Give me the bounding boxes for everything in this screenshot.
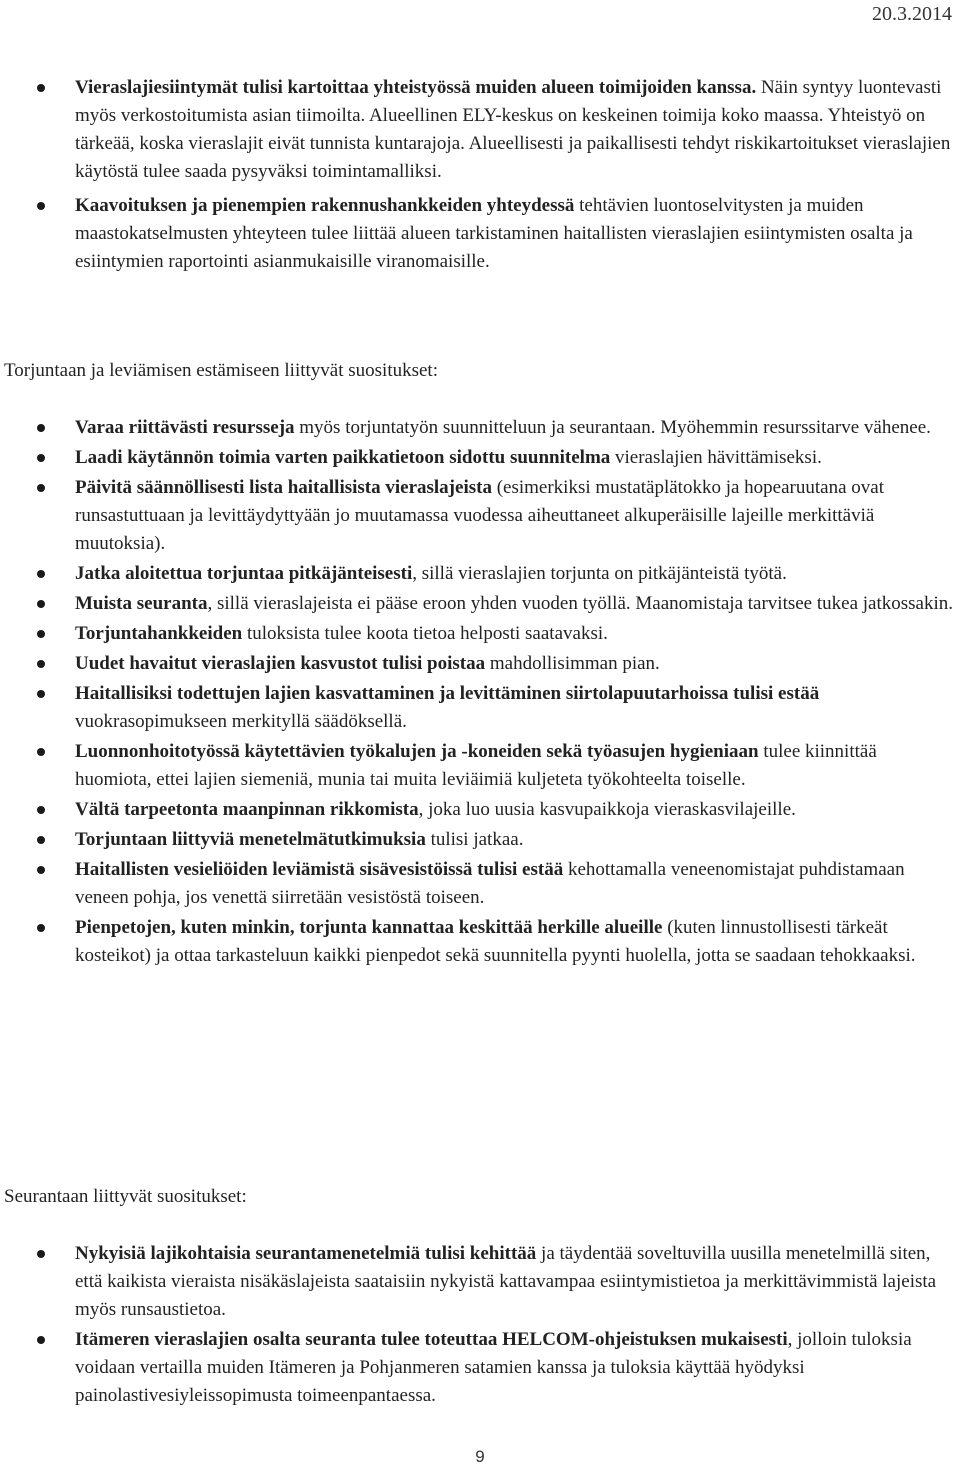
item-text: vuokrasopimukseen merkityllä säädöksellä. (75, 711, 407, 732)
recommendation-list-monitoring (0, 1240, 960, 1410)
list-item (0, 74, 960, 186)
list-item (0, 826, 960, 854)
bullet-icon (37, 660, 45, 668)
bullet-icon (37, 570, 45, 578)
bullet-icon (37, 1336, 45, 1344)
item-emphasis: Muista seuranta (75, 593, 208, 614)
section-heading-control: Torjuntaan ja leviämisen estämiseen liittyvät suositukset: (4, 360, 438, 381)
list-item (0, 650, 960, 678)
item-text: kehottamalla veneenomistajat puhdistamaan veneen pohja, jos venettä siirretään vesistöstä toiseen. (75, 859, 905, 908)
section-heading-monitoring: Seurantaan liittyvät suositukset: (4, 1186, 247, 1207)
item-text: , sillä vieraslajien torjunta on pitkäjänteistä työtä. (412, 563, 787, 584)
bullet-icon (37, 630, 45, 638)
bullet-icon (37, 484, 45, 492)
bullet-icon (37, 84, 45, 92)
item-emphasis: Vältä tarpeetonta maanpinnan rikkomista (75, 799, 419, 820)
item-text: , joka luo uusia kasvupaikkoja vieraskasvilajeille. (418, 799, 796, 820)
list-item (0, 1326, 960, 1410)
list-item (0, 474, 960, 558)
item-text: ja täydentää soveltuvilla uusilla menetelmillä siten, että kaikista vieraista nisäkäslajeista saataisiin nykyistä kattavampaa esiintymistietoa ja merkittävimmistä lajeista myös runsaustietoa. (75, 1243, 937, 1320)
item-emphasis: Jatka aloitettua torjuntaa pitkäjänteisesti (75, 563, 413, 584)
bullet-icon (37, 866, 45, 874)
item-text: vieraslajien hävittämiseksi. (610, 447, 822, 468)
item-emphasis: Haitallisten vesieliöiden leviämistä sisävesistöissä tulisi estää (75, 859, 564, 880)
list-item (0, 796, 960, 824)
recommendation-list-control (0, 414, 960, 970)
item-emphasis: Vieraslajiesiintymät tulisi kartoittaa yhteistyössä muiden alueen toimijoiden kanssa. (75, 77, 757, 98)
item-text: tulisi jatkaa. (425, 829, 524, 850)
item-text: tuloksista tulee koota tietoa helposti saatavaksi. (242, 623, 608, 644)
item-text: myös torjuntatyön suunnitteluun ja seurantaan. Myöhemmin resurssitarve vähenee. (294, 417, 931, 438)
item-emphasis: Haitallisiksi todettujen lajien kasvattaminen ja levittäminen siirtolapuutarhoissa tulisi estää (75, 683, 820, 704)
list-item (0, 680, 960, 736)
item-emphasis: Itämeren vieraslajien osalta seuranta tulee toteuttaa HELCOM-ohjeistuksen mukaisesti (75, 1329, 788, 1350)
item-text: mahdollisimman pian. (485, 653, 660, 674)
item-emphasis: Pienpetojen, kuten minkin, torjunta kannattaa keskittää herkille alueille (75, 917, 663, 938)
list-item (0, 590, 960, 618)
item-emphasis: Päivitä säännöllisesti lista haitallisista vieraslajeista (75, 477, 492, 498)
bullet-icon (37, 202, 45, 210)
item-text: , jolloin tuloksia voidaan vertailla muiden Itämeren ja Pohjanmeren satamien kanssa ja tuloksia käyttää hyödyksi painolastivesiyleissopimusta toimeenpantaessa. (75, 1329, 912, 1406)
list-item (0, 914, 960, 970)
bullet-icon (37, 836, 45, 844)
item-emphasis: Kaavoituksen ja pienempien rakennushankkeiden yhteydessä (75, 195, 575, 216)
list-item (0, 856, 960, 912)
item-emphasis: Torjuntaan liittyviä menetelmätutkimuksia (75, 829, 426, 850)
bullet-icon (37, 1250, 45, 1258)
item-text: (esimerkiksi mustatäplätokko ja hopearuutana ovat runsastuttuaan ja levittäydyttyään jo muutamassa vuodessa aiheuttaneet alkuperäisille lajeille merkittäviä muutoksia). (75, 477, 884, 554)
list-item (0, 738, 960, 794)
item-emphasis: Luonnonhoitotyössä käytettävien työkalujen ja -koneiden sekä työasujen hygieniaan (75, 741, 759, 762)
item-emphasis: Laadi käytännön toimia varten paikkatietoon sidottu suunnitelma (75, 447, 611, 468)
list-item (0, 192, 960, 276)
item-text: Näin syntyy luontevasti myös verkostoitumista asian tiimoilta. Alueellinen ELY-keskus on keskeinen toimija koko maassa. Yhteistyö on tärkeää, koska vieraslajit eivät tunnista kuntarajoja. Alueellisesti ja paikallisesti tehdyt riskikartoitukset vieraslajien käytöstä tulee saada pysyväksi toimintamalliksi. (75, 77, 951, 182)
item-text: tehtävien luontoselvitysten ja muiden maastokatselmusten yhteyteen tulee liittää alueen tarkistaminen haitallisten vieraslajien esiintymisten osalta ja esiintymien raportointi asianmukaisille viranomaisille. (75, 195, 913, 272)
bullet-icon (37, 924, 45, 932)
header-date: 20.3.2014 (872, 3, 952, 25)
recommendation-list-general (0, 74, 960, 276)
bullet-icon (37, 748, 45, 756)
bullet-icon (37, 690, 45, 698)
bullet-icon (37, 454, 45, 462)
list-item (0, 620, 960, 648)
bullet-icon (37, 600, 45, 608)
item-emphasis: Torjuntahankkeiden (75, 623, 243, 644)
list-item (0, 560, 960, 588)
page-number: 9 (475, 1447, 485, 1466)
item-text: (kuten linnustollisesti tärkeät kosteikot) ja ottaa tarkasteluun kaikki pienpedot sekä suunnitella pyynti huolella, jotta se saadaan tehokkaaksi. (75, 917, 916, 966)
list-item (0, 414, 960, 442)
list-item (0, 444, 960, 472)
bullet-icon (37, 424, 45, 432)
item-text: , sillä vieraslajeista ei pääse eroon yhden vuoden työllä. Maanomistaja tarvitsee tukea jatkossakin. (207, 593, 954, 614)
item-emphasis: Nykyisiä lajikohtaisia seurantamenetelmiä tulisi kehittää (75, 1243, 537, 1264)
item-emphasis: Uudet havaitut vieraslajien kasvustot tulisi poistaa (75, 653, 486, 674)
item-text: tulee kiinnittää huomiota, ettei lajien siemeniä, munia tai muita leviäimiä kuljeteta työkohteelta toiselle. (75, 741, 877, 790)
list-item (0, 1240, 960, 1324)
item-emphasis: Varaa riittävästi resursseja (75, 417, 295, 438)
bullet-icon (37, 806, 45, 814)
